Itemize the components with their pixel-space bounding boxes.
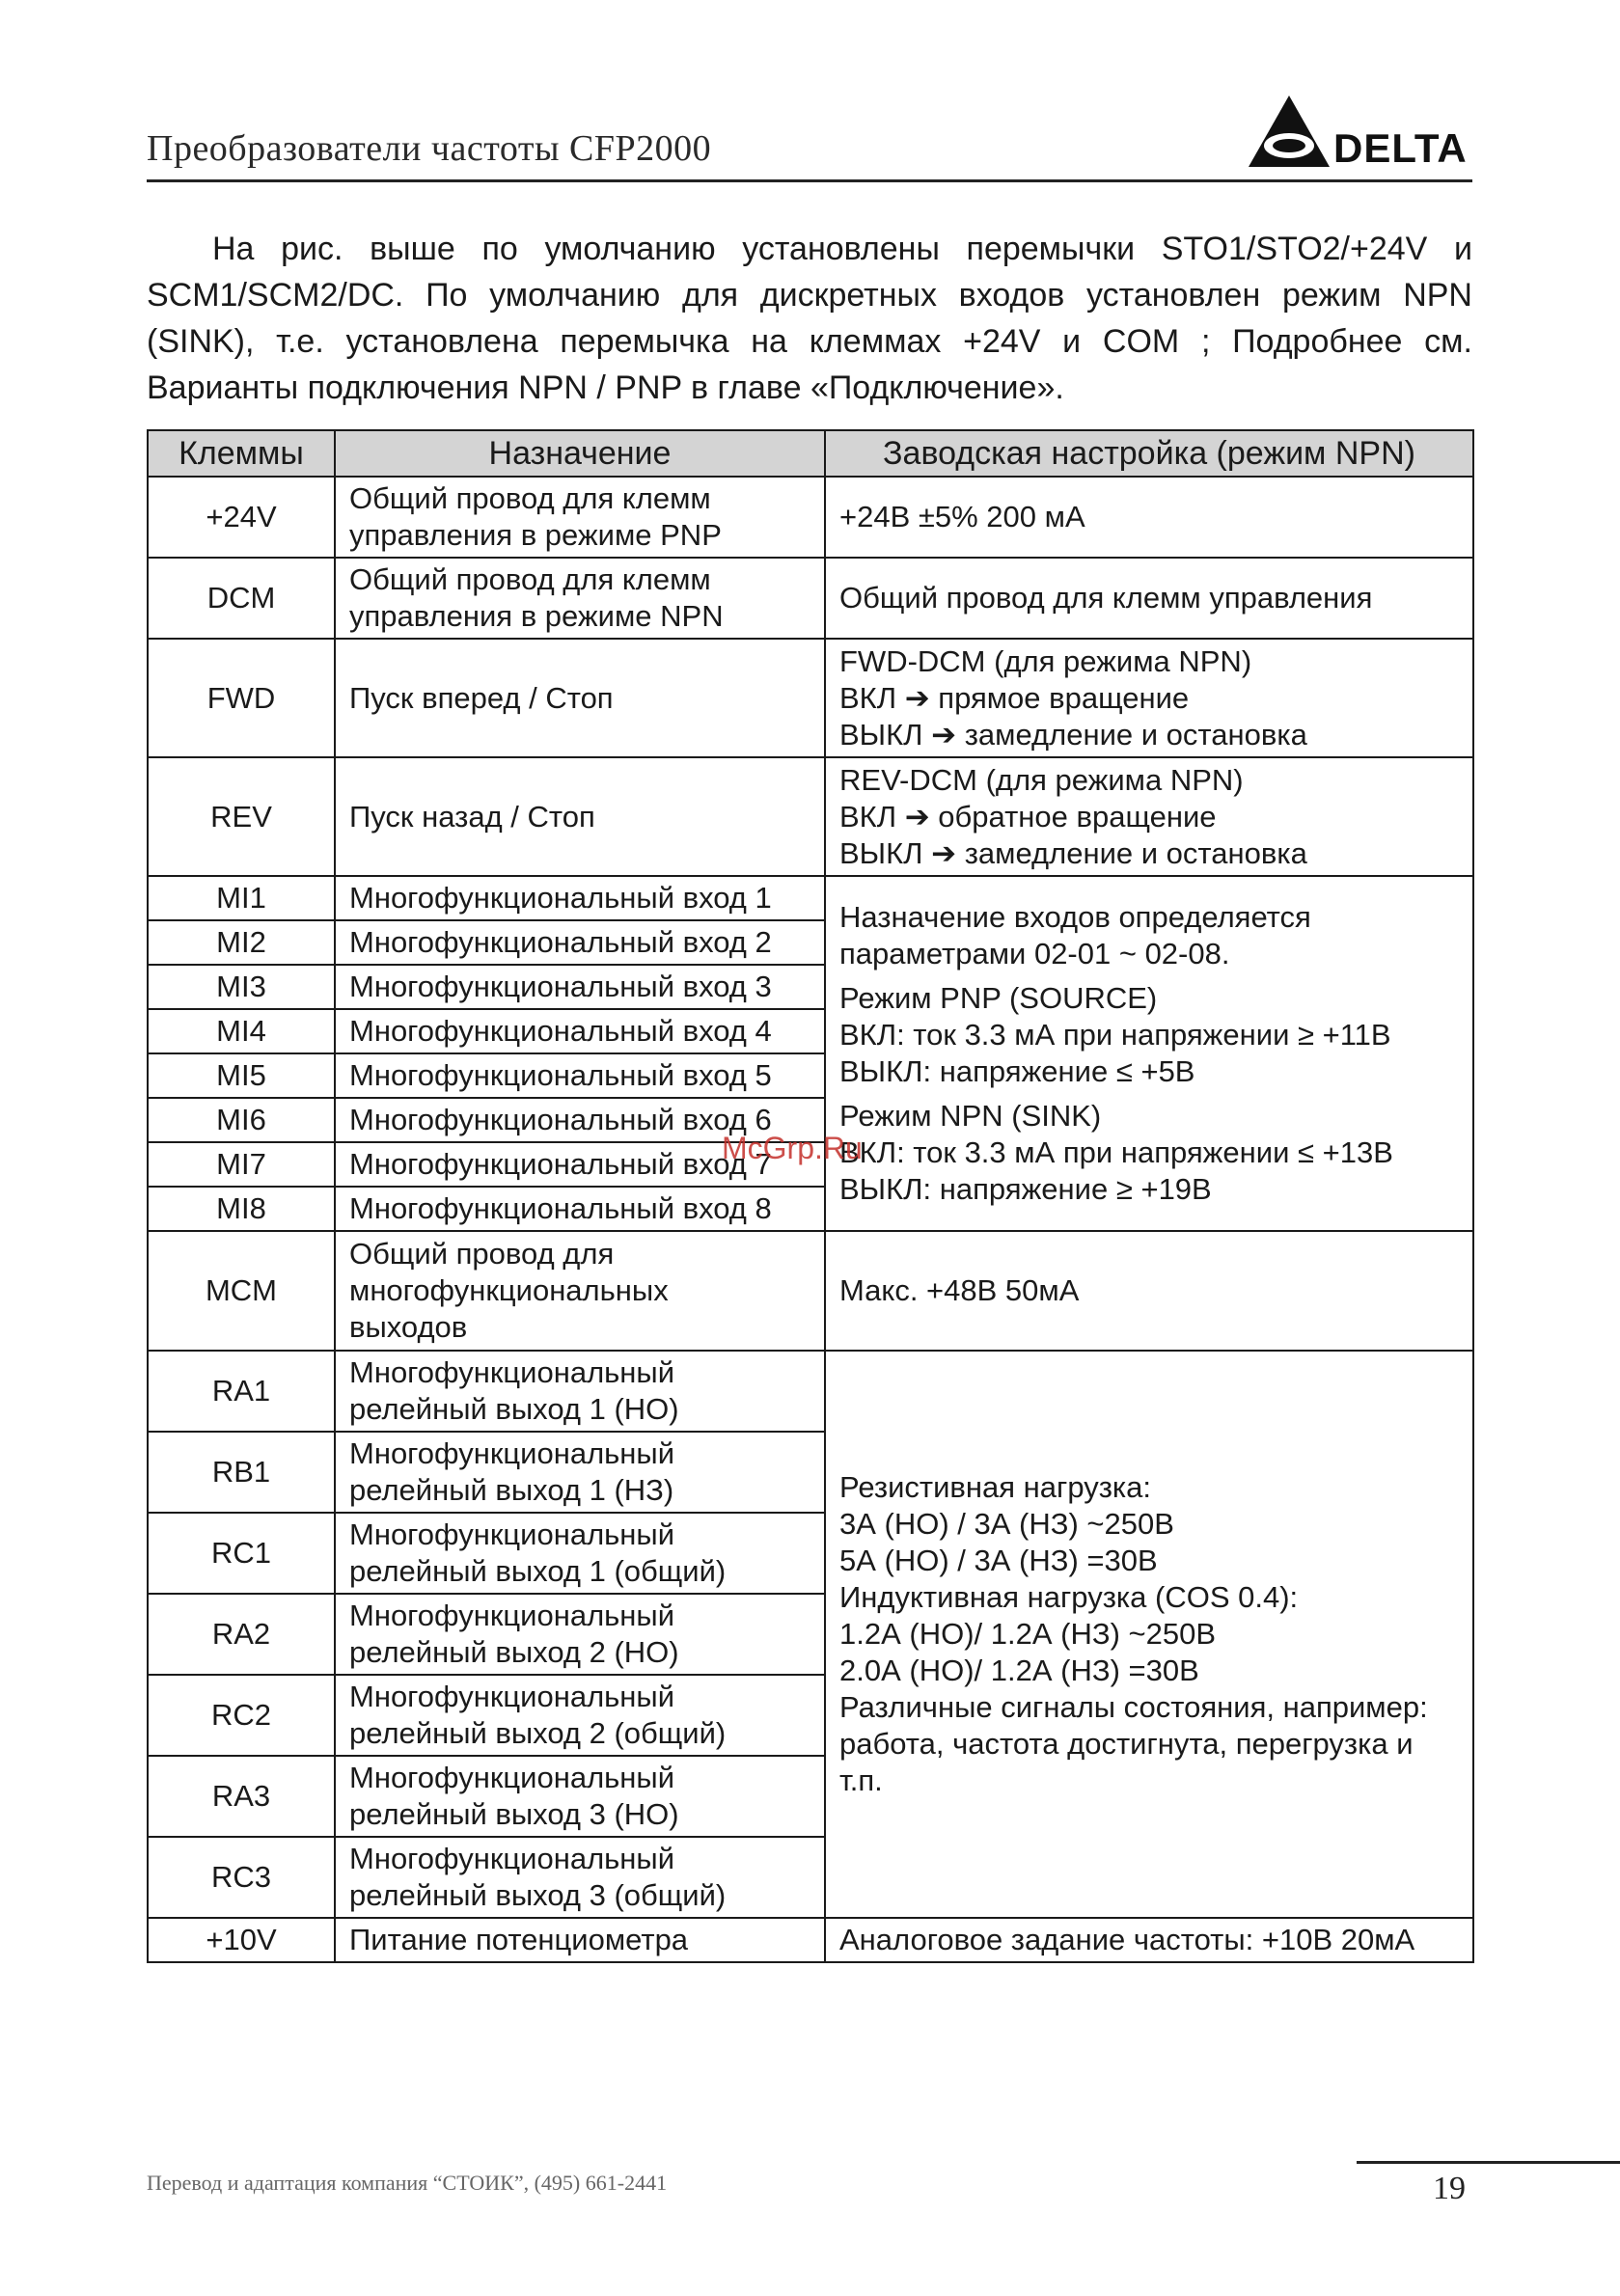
purpose-cell: Многофункциональный вход 7 bbox=[335, 1142, 825, 1187]
setting-line: Макс. +48В 50мА bbox=[839, 1273, 1080, 1307]
setting-line: параметрами 02-01 ~ 02-08. bbox=[839, 937, 1230, 970]
setting-line: 3А (НО) / 3А (НЗ) ~250В bbox=[839, 1507, 1174, 1541]
setting-line: Режим PNP (SOURCE) bbox=[839, 981, 1158, 1015]
column-header-terminals: Клеммы bbox=[148, 430, 335, 477]
purpose-cell bbox=[335, 477, 825, 558]
terminal-cell: +10V bbox=[148, 1918, 335, 1962]
purpose-cell: Многофункциональный вход 6 bbox=[335, 1098, 825, 1142]
setting-line: 1.2А (НО)/ 1.2А (НЗ) ~250В bbox=[839, 1617, 1217, 1651]
purpose-line: релейный выход 3 (общий) bbox=[349, 1878, 727, 1912]
purpose-cell bbox=[335, 639, 825, 757]
setting-paragraph bbox=[839, 1098, 1459, 1208]
purpose-line: управления в режиме PNP bbox=[349, 518, 722, 552]
purpose-cell bbox=[335, 1231, 825, 1351]
purpose-line: релейный выход 1 (НЗ) bbox=[349, 1473, 674, 1507]
purpose-line: Общий провод для клемм bbox=[349, 481, 711, 515]
setting-line: 5А (НО) / 3А (НЗ) =30В bbox=[839, 1544, 1158, 1577]
setting-line: Различные сигналы состояния, например: bbox=[839, 1690, 1428, 1724]
setting-cell bbox=[825, 757, 1473, 876]
setting-line: REV-DCM (для режима NPN) bbox=[839, 762, 1244, 797]
purpose-cell: Многофункциональный вход 2 bbox=[335, 920, 825, 965]
setting-line: +24В ±5% 200 мА bbox=[839, 500, 1085, 533]
setting-line: Общий провод для клемм управления bbox=[839, 581, 1373, 615]
terminal-cell: MI5 bbox=[148, 1053, 335, 1098]
setting-line: FWD-DCM (для режима NPN) bbox=[839, 643, 1252, 678]
setting-line: Индуктивная нагрузка (COS 0.4): bbox=[839, 1580, 1299, 1614]
purpose-cell bbox=[335, 1351, 825, 1432]
purpose-line: релейный выход 1 (общий) bbox=[349, 1554, 727, 1588]
purpose-cell: Многофункциональный вход 4 bbox=[335, 1009, 825, 1053]
terminal-cell: MI7 bbox=[148, 1142, 335, 1187]
purpose-line: Общий провод для bbox=[349, 1237, 615, 1271]
setting-cell bbox=[825, 1918, 1473, 1962]
terminal-cell: RC1 bbox=[148, 1513, 335, 1594]
delta-triangle-icon bbox=[1245, 92, 1333, 171]
purpose-line: Многофункциональный bbox=[349, 1517, 675, 1551]
purpose-cell bbox=[335, 1594, 825, 1675]
setting-cell bbox=[825, 558, 1473, 639]
setting-line: работа, частота достигнута, перегрузка и bbox=[839, 1727, 1414, 1761]
purpose-cell: Многофункциональный вход 8 bbox=[335, 1187, 825, 1231]
setting-cell bbox=[825, 477, 1473, 558]
column-header-default: Заводская настройка (режим NPN) bbox=[825, 430, 1473, 477]
table-header-row bbox=[148, 430, 1473, 477]
setting-line: Режим NPN (SINK) bbox=[839, 1099, 1102, 1133]
purpose-cell: Многофункциональный вход 5 bbox=[335, 1053, 825, 1098]
terminal-cell: RA2 bbox=[148, 1594, 335, 1675]
purpose-cell: Многофункциональный вход 3 bbox=[335, 965, 825, 1009]
setting-line: ВЫКЛ: напряжение ≤ +5В bbox=[839, 1054, 1195, 1088]
setting-line: 2.0А (НО)/ 1.2А (НЗ) =30В bbox=[839, 1654, 1199, 1687]
purpose-line: Многофункциональный bbox=[349, 1842, 675, 1875]
table-row bbox=[148, 477, 1473, 558]
purpose-cell bbox=[335, 1756, 825, 1837]
setting-paragraph bbox=[839, 899, 1459, 972]
purpose-cell bbox=[335, 1432, 825, 1513]
terminal-cell: MI2 bbox=[148, 920, 335, 965]
purpose-line: релейный выход 2 (общий) bbox=[349, 1716, 727, 1750]
terminal-cell: +24V bbox=[148, 477, 335, 558]
delta-logo bbox=[1245, 92, 1476, 171]
footer-credit: Перевод и адаптация компания “СТОИК”, (495) 661-2441 bbox=[147, 2171, 668, 2195]
purpose-cell bbox=[335, 1837, 825, 1918]
purpose-cell bbox=[335, 1513, 825, 1594]
setting-cell-relay bbox=[825, 1351, 1473, 1918]
footer-divider bbox=[1357, 2161, 1620, 2164]
purpose-line: релейный выход 3 (НО) bbox=[349, 1797, 679, 1831]
table-row bbox=[148, 558, 1473, 639]
setting-cell-mi bbox=[825, 876, 1473, 1231]
setting-cell bbox=[825, 639, 1473, 757]
purpose-cell bbox=[335, 558, 825, 639]
terminal-cell: DCM bbox=[148, 558, 335, 639]
terminal-cell: MI6 bbox=[148, 1098, 335, 1142]
purpose-line: Многофункциональный bbox=[349, 1680, 675, 1713]
terminal-cell: MCM bbox=[148, 1231, 335, 1351]
terminal-cell: MI1 bbox=[148, 876, 335, 920]
brand-name: DELTA bbox=[1333, 125, 1468, 171]
setting-line: ВЫКЛ ➔ замедление и остановка bbox=[839, 717, 1307, 752]
page-number: 19 bbox=[1433, 2171, 1466, 2206]
table-row bbox=[148, 639, 1473, 757]
setting-line: т.п. bbox=[839, 1763, 883, 1797]
terminal-cell: MI4 bbox=[148, 1009, 335, 1053]
purpose-line: Многофункциональный bbox=[349, 1436, 675, 1470]
column-header-purpose: Назначение bbox=[335, 430, 825, 477]
purpose-cell bbox=[335, 757, 825, 876]
setting-paragraph bbox=[839, 980, 1459, 1090]
terminal-cell: RA1 bbox=[148, 1351, 335, 1432]
purpose-line: Питание потенциометра bbox=[349, 1923, 689, 1956]
purpose-cell: Многофункциональный вход 1 bbox=[335, 876, 825, 920]
purpose-line: релейный выход 1 (НО) bbox=[349, 1392, 679, 1426]
purpose-line: управления в режиме NPN bbox=[349, 599, 724, 633]
purpose-cell bbox=[335, 1918, 825, 1962]
terminal-cell: RC2 bbox=[148, 1675, 335, 1756]
terminal-cell: FWD bbox=[148, 639, 335, 757]
setting-line: ВЫКЛ: напряжение ≥ +19В bbox=[839, 1172, 1212, 1206]
purpose-line: Общий провод для клемм bbox=[349, 562, 711, 596]
table-row bbox=[148, 876, 1473, 920]
purpose-line: многофункциональных bbox=[349, 1273, 669, 1307]
purpose-line: Многофункциональный bbox=[349, 1599, 675, 1632]
purpose-line: Многофункциональный bbox=[349, 1355, 675, 1389]
purpose-line: Пуск вперед / Стоп bbox=[349, 680, 614, 715]
setting-line: ВКЛ ➔ прямое вращение bbox=[839, 680, 1190, 715]
terminal-cell: RA3 bbox=[148, 1756, 335, 1837]
table-row bbox=[148, 1231, 1473, 1351]
purpose-cell bbox=[335, 1675, 825, 1756]
purpose-line: Пуск назад / Стоп bbox=[349, 799, 595, 834]
terminal-cell: MI3 bbox=[148, 965, 335, 1009]
page-header-title: Преобразователи частоты CFP2000 bbox=[147, 128, 712, 169]
table-row bbox=[148, 757, 1473, 876]
table-row bbox=[148, 1351, 1473, 1432]
terminal-cell: RC3 bbox=[148, 1837, 335, 1918]
setting-line: ВКЛ ➔ обратное вращение bbox=[839, 799, 1217, 834]
terminals-table bbox=[147, 429, 1474, 1963]
terminal-cell: REV bbox=[148, 757, 335, 876]
terminal-cell: RB1 bbox=[148, 1432, 335, 1513]
setting-line: Назначение входов определяется bbox=[839, 900, 1311, 934]
intro-text bbox=[147, 226, 1472, 411]
setting-cell bbox=[825, 1231, 1473, 1351]
intro-paragraph: На рис. выше по умолчанию установлены перемычки STO1/STO2/+24V и SCM1/SCM2/DC. По умолчанию для дискретных входов установлен режим NPN (SINK), т.е. установлена перемычка на клеммах +24V и COM ; Подробнее см. Варианты подключения NPN / PNP в главе «Подключение». bbox=[147, 231, 1472, 406]
table-row bbox=[148, 1918, 1473, 1962]
purpose-line: Многофункциональный bbox=[349, 1761, 675, 1794]
header-divider bbox=[147, 179, 1472, 182]
setting-line: ВКЛ: ток 3.3 мА при напряжении ≥ +11В bbox=[839, 1018, 1391, 1052]
watermark: McGrp.Ru bbox=[722, 1131, 863, 1165]
purpose-line: выходов bbox=[349, 1310, 468, 1344]
setting-line: Аналоговое задание частоты: +10В 20мА bbox=[839, 1923, 1415, 1956]
setting-line: Резистивная нагрузка: bbox=[839, 1470, 1152, 1504]
purpose-line: релейный выход 2 (НО) bbox=[349, 1635, 679, 1669]
terminal-cell: MI8 bbox=[148, 1187, 335, 1231]
setting-line: ВКЛ: ток 3.3 мА при напряжении ≤ +13В bbox=[839, 1135, 1393, 1169]
setting-line: ВЫКЛ ➔ замедление и остановка bbox=[839, 835, 1307, 870]
